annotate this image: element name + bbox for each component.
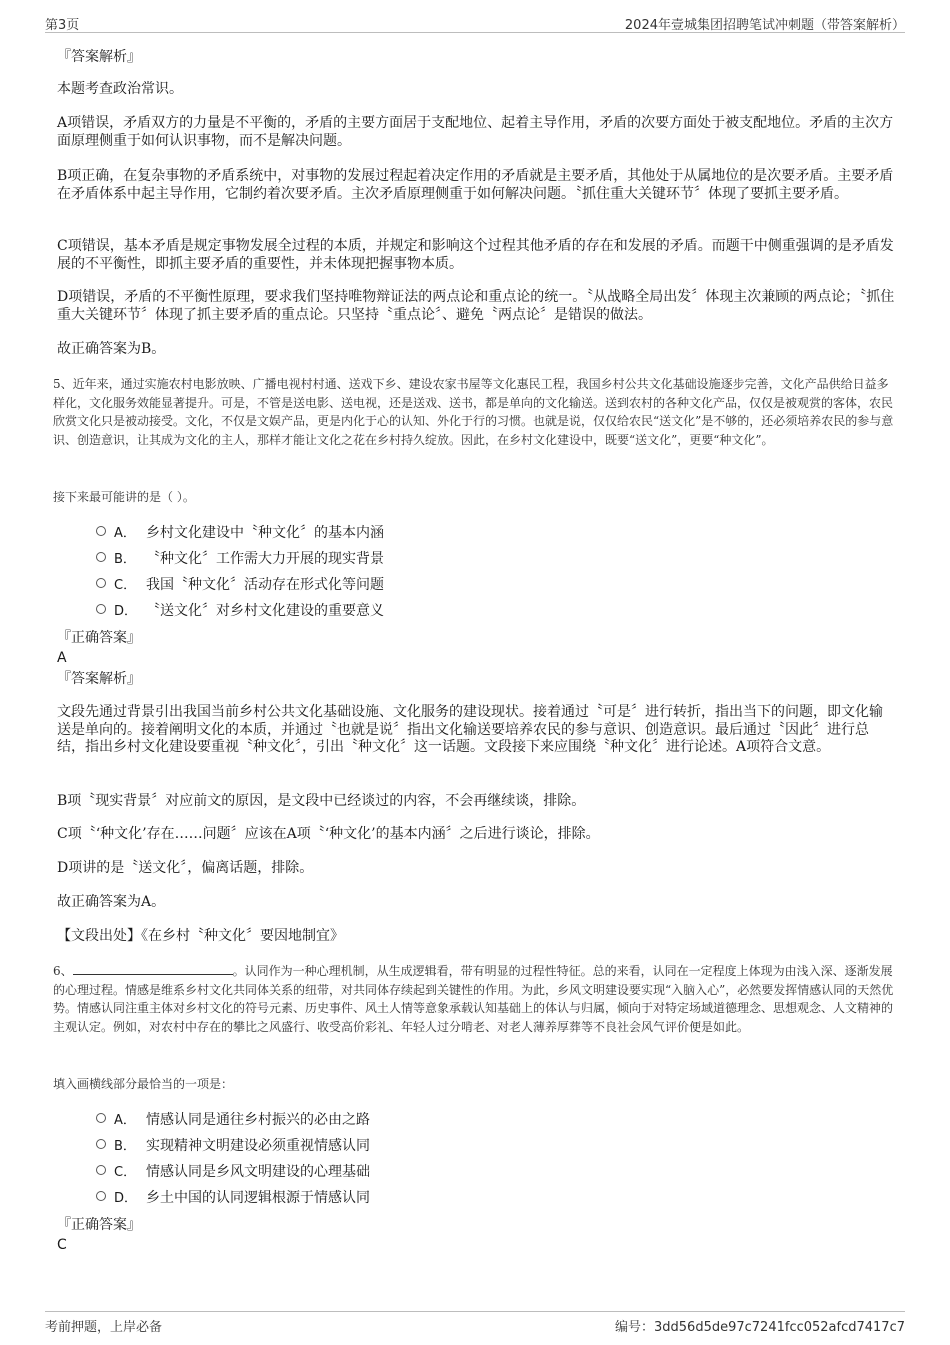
analysis-option-d: D项错误，矛盾的不平衡性原理，要求我们坚持唯物辩证法的两点论和重点论的统一。〝从战略全局出发〞体现主次兼顾的两点论；〝抓住重大关键环节〞体现了抓主要矛盾的重点论。只坚持〝重点论〞、避免〝两点论〞是错误的做法。	[57, 289, 895, 323]
q5-option-a[interactable]: A． 乡村文化建设中〝种文化〞的基本内涵	[96, 523, 384, 543]
q6-answer: C	[57, 1237, 67, 1253]
q5-option-d[interactable]: D． 〝送文化〞对乡村文化建设的重要意义	[96, 601, 384, 621]
radio-icon[interactable]	[96, 1191, 106, 1201]
question-6-text: 。认同作为一种心理机制，从生成逻辑看，带有明显的过程性特征。总的来看，认同在一定程度上体现为由浅入深、逐渐发展的心理过程。情感是维系乡村文化共同体关系的纽带，对共同体存续起到关键性的作用。为此，乡风文明建设要实现“入脑入心”，必然要发挥情感认同的天然优势。情感认同注重主体对乡村文化的符号元素、历史事件、风土人情等意象承载认知基础上的体认与归属，倾向于对特定场域道德理念、思想观念、人文精神的主观认定。例如，对农村中存在的攀比之风盛行、收受高价彩礼、年轻人过分啃老、对老人薄养厚葬等不良社会风气评价便是如此。	[53, 964, 894, 1034]
analysis-option-b: B项正确，在复杂事物的矛盾系统中，对事物的发展过程起着决定作用的矛盾就是主要矛盾，其他处于从属地位的是次要矛盾。主要矛盾在矛盾体系中起主导作用，它制约着次要矛盾。主次矛盾原理侧重于如何解决问题。〝抓住重大关键环节〞体现了要抓主要矛盾。	[57, 168, 894, 202]
question-6-prompt: 填入画横线部分最恰当的一项是：	[53, 1077, 234, 1091]
q5-answer: A	[57, 650, 67, 666]
q6-option-c[interactable]: C． 情感认同是乡风文明建设的心理基础	[96, 1162, 370, 1182]
analysis-option-c: C项错误，基本矛盾是规定事物发展全过程的本质，并规定和影响这个过程其他矛盾的存在和发展的矛盾。而题干中侧重强调的是矛盾发展的不平衡性，即抓主要矛盾的重要性，并未体现把握事物本质。	[57, 238, 894, 272]
question-6-stem	[53, 962, 898, 1036]
q5-conclusion: 故正确答案为A。	[57, 894, 166, 910]
radio-icon[interactable]	[96, 552, 106, 562]
radio-icon[interactable]	[96, 526, 106, 536]
analysis-conclusion: 故正确答案为B。	[57, 341, 166, 357]
question-5-stem: 5、近年来，通过实施农村电影放映、广播电视村村通、送戏下乡、建设农家书屋等文化惠民工程，我国乡村公共文化基础设施逐步完善，文化产品供给日益多样化，文化服务效能显著提升。可是，不管是送电影、送电视，还是送戏、送书，都是单向的文化输送。送到农村的各种文化产品，仅仅是被观赏的客体，农民欣赏文化只是被动接受。文化，不仅是文娱产品，更是内化于心的认知、外化于行的习惯。也就是说，仅仅给农民“送文化”是不够的，还必须培养农民的参与意识、创造意识，让其成为文化的主人，那样才能让文化之花在乡村持久绽放。因此，在乡村文化建设中，既要“送文化”，更要“种文化”。	[53, 377, 894, 447]
page-number: 第3页	[45, 18, 80, 33]
q6-option-b[interactable]: B． 实现精神文明建设必须重视情感认同	[96, 1136, 370, 1156]
footer-code: 编号：3dd56d5de97c7241fcc052afcd7417c7	[615, 1320, 905, 1335]
analysis-heading: 『答案解析』	[57, 49, 141, 65]
radio-icon[interactable]	[96, 1113, 106, 1123]
analysis-option-a: A项错误，矛盾双方的力量是不平衡的，矛盾的主要方面居于支配地位、起着主导作用，矛盾的次要方面处于被支配地位。矛盾的主次方面原理侧重于如何认识事物，而不是解决问题。	[57, 115, 894, 149]
q6-option-d[interactable]: D． 乡土中国的认同逻辑根源于情感认同	[96, 1188, 370, 1208]
q5-analysis-c: C项〝‘种文化’存在……问题〞应该在A项〝‘种文化’的基本内涵〞之后进行谈论，排除。	[57, 826, 600, 842]
q6-option-a[interactable]: A． 情感认同是通往乡村振兴的必由之路	[96, 1110, 370, 1130]
q5-answer-heading: 『正确答案』	[57, 630, 141, 646]
radio-icon[interactable]	[96, 1165, 106, 1175]
q5-source: 【文段出处】《在乡村〝种文化〞要因地制宜》	[57, 928, 344, 944]
radio-icon[interactable]	[96, 578, 106, 588]
q5-analysis-d: D项讲的是〝送文化〞，偏离话题，排除。	[57, 860, 314, 876]
analysis-intro: 本题考查政治常识。	[57, 81, 183, 97]
question-number: 6、	[53, 964, 73, 978]
fill-blank-line	[73, 962, 233, 975]
question-5-prompt: 接下来最可能讲的是（ ）。	[53, 490, 195, 504]
q6-answer-heading: 『正确答案』	[57, 1217, 141, 1233]
page-header	[45, 12, 905, 33]
q5-analysis-main: 文段先通过背景引出我国当前乡村公共文化基础设施、文化服务的建设现状。接着通过〝可是〞进行转折，指出当下的问题，即文化输送是单向的。接着阐明文化的本质，并通过〝也就是说〞指出文化输送要培养农民的参与意识、创造意识。最后通过〝因此〞进行总结，指出乡村文化建设要重视〝种文化〞，引出〝种文化〞这一话题。文段接下来应围绕〝种文化〞进行论述。A项符合文意。	[57, 704, 883, 755]
q5-option-b[interactable]: B． 〝种文化〞工作需大力开展的现实背景	[96, 549, 384, 569]
q5-analysis-heading: 『答案解析』	[57, 671, 141, 687]
footer-slogan: 考前押题，上岸必备	[45, 1320, 163, 1335]
page-footer	[45, 1311, 905, 1334]
q5-analysis-b: B项〝现实背景〞对应前文的原因，是文段中已经谈过的内容，不会再继续谈，排除。	[57, 793, 586, 809]
q5-option-c[interactable]: C． 我国〝种文化〞活动存在形式化等问题	[96, 575, 384, 595]
radio-icon[interactable]	[96, 604, 106, 614]
document-title: 2024年壹城集团招聘笔试冲刺题（带答案解析）	[624, 18, 905, 33]
radio-icon[interactable]	[96, 1139, 106, 1149]
